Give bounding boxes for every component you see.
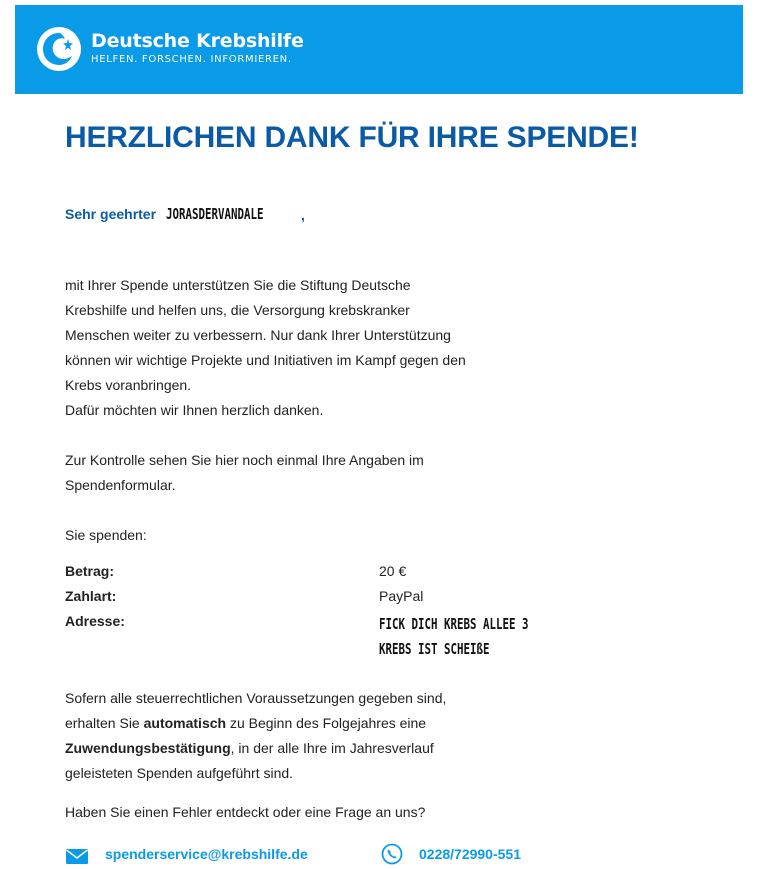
donor-name: JORASDERVANDALE [166,205,264,223]
intro-paragraph [65,273,466,423]
donation-intro: Sie spenden: [65,527,147,543]
mail-icon [65,847,89,865]
tax-info-line [65,736,446,761]
email-header [15,5,743,94]
intro-line: Krebs voranbringen. [65,377,192,393]
address-line-2: KREBS IST SCHEIßE [379,640,490,658]
tax-text: , in der alle Ihre im Jahresverlauf [230,740,434,756]
tax-emphasis: automatisch [143,715,227,731]
phone-contact[interactable] [381,843,521,865]
salutation-greeting: Sehr geehrter [65,206,157,222]
brand-name: Deutsche Krebshilfe [91,30,304,52]
control-line: Zur Kontrolle sehen Sie hier noch einmal Ihre Angaben im [65,452,424,468]
question-text: Haben Sie einen Fehler entdeckt oder eine Frage an uns? [65,804,426,820]
tax-info-paragraph [65,686,446,786]
page-title: HERZLICHEN DANK FÜR IHRE SPENDE! [65,121,639,154]
payment-value: PayPal [379,588,424,604]
address-line-1: FICK DICH KREBS ALLEE 3 [379,615,529,633]
address-label: Adresse: [65,613,125,629]
email-link[interactable]: spenderservice@krebshilfe.de [105,846,308,862]
salutation-comma: , [301,207,305,223]
intro-line: Menschen weiter zu verbessern. Nur dank Ihrer Unterstützung [65,327,451,343]
phone-icon [381,843,403,865]
contact-bar [65,843,705,867]
phone-link[interactable]: 0228/72990-551 [419,846,521,862]
tax-info-line [65,711,446,736]
amount-label: Betrag: [65,563,115,579]
tax-info-line: Sofern alle steuerrechtlichen Voraussetzungen gegeben sind, [65,690,447,706]
email-contact[interactable] [65,843,308,865]
tax-text: zu Beginn des Folgejahres eine [226,715,427,731]
intro-line: können wir wichtige Projekte und Initiativen im Kampf gegen den [65,352,466,368]
krebshilfe-logo-icon [35,25,83,73]
intro-line: mit Ihrer Spende unterstützen Sie die Stiftung Deutsche [65,277,411,293]
amount-value: 20 € [379,563,407,579]
address-value [379,612,587,662]
tax-info-line: geleisteten Spenden aufgeführt sind. [65,765,294,781]
brand-claim: HELFEN. FORSCHEN. INFORMIEREN. [91,54,292,65]
control-line: Spendenformular. [65,477,176,493]
control-paragraph [65,448,424,498]
brand-logo[interactable] [35,25,304,73]
payment-label: Zahlart: [65,588,117,604]
tax-text: erhalten Sie [65,715,144,731]
intro-line: Dafür möchten wir Ihnen herzlich danken. [65,402,324,418]
intro-line: Krebshilfe und helfen uns, die Versorgung krebskranker [65,302,410,318]
salutation [65,205,305,224]
tax-emphasis: Zuwendungsbestätigung [65,740,231,756]
